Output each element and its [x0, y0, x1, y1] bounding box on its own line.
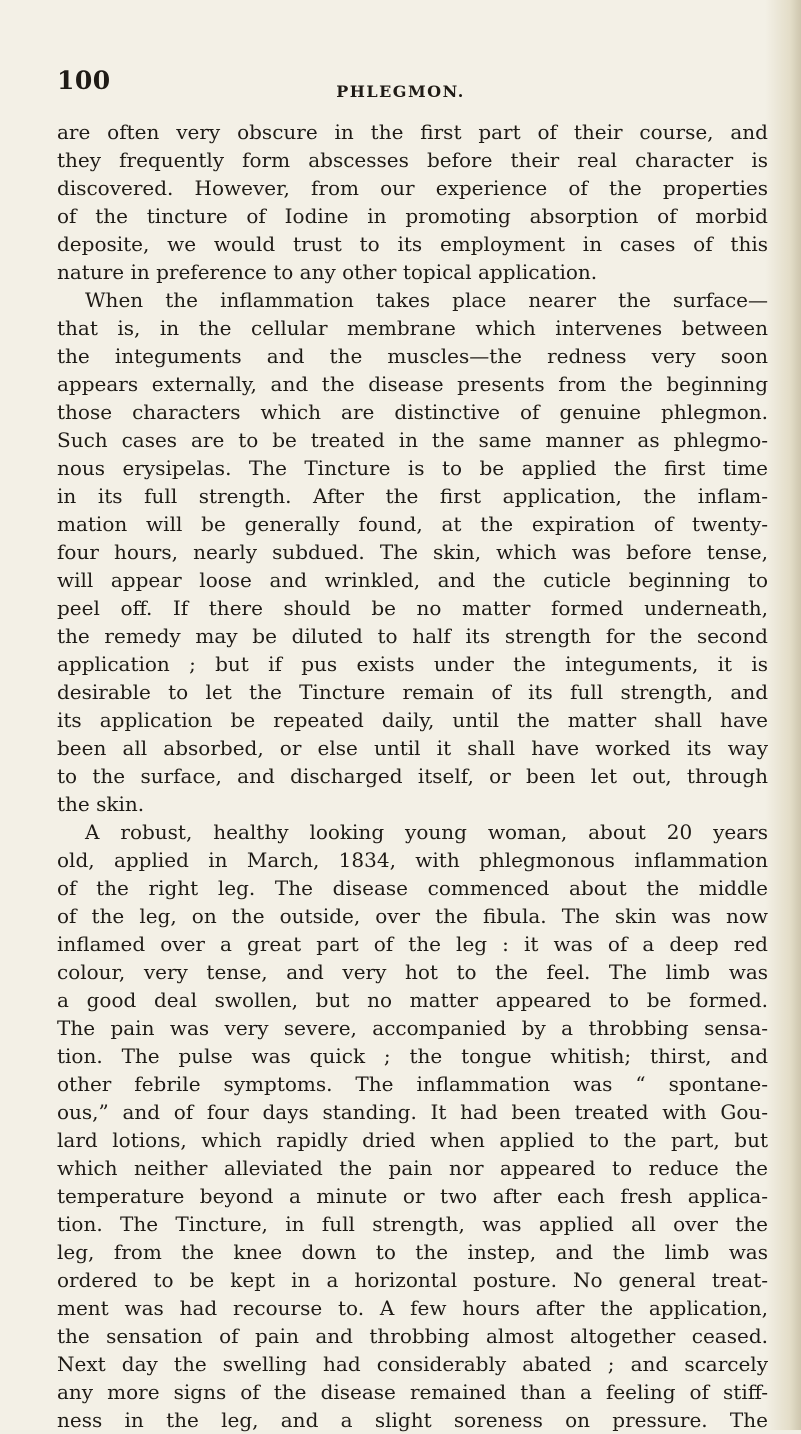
- text-line: been all absorbed, or else until it shall have worked its way: [57, 736, 768, 760]
- text-line: When the inflammation takes place nearer the surface—: [85, 288, 768, 312]
- text-line: tion. The pulse was quick ; the tongue whitish; thirst, and: [57, 1044, 768, 1068]
- text-line: old, applied in March, 1834, with phlegmonous inflammation: [57, 848, 768, 872]
- text-line: of the right leg. The disease commenced about the middle: [57, 876, 768, 900]
- text-line: the sensation of pain and throbbing almost altogether ceased.: [57, 1324, 768, 1348]
- text-line: deposite, we would trust to its employment in cases of this: [57, 232, 768, 256]
- text-line: its application be repeated daily, until the matter shall have: [57, 708, 768, 732]
- body-text: [57, 118, 768, 1434]
- text-line: those characters which are distinctive of genuine phlegmon.: [57, 400, 768, 424]
- text-line: in its full strength. After the first application, the inflam-: [57, 484, 768, 508]
- text-line: The pain was very severe, accompanied by a throbbing sensa-: [57, 1016, 768, 1040]
- text-line: of the leg, on the outside, over the fibula. The skin was now: [57, 904, 768, 928]
- text-line: peel off. If there should be no matter formed underneath,: [57, 596, 768, 620]
- text-line: nature in preference to any other topical application.: [57, 260, 598, 284]
- text-line: A robust, healthy looking young woman, about 20 years: [85, 820, 768, 844]
- text-line: application ; but if pus exists under the integuments, it is: [57, 652, 768, 676]
- text-line: temperature beyond a minute or two after each fresh applica-: [57, 1184, 768, 1208]
- running-title: PHLEGMON.: [336, 82, 465, 101]
- text-line: Next day the swelling had considerably abated ; and scarcely: [57, 1352, 768, 1376]
- text-line: the integuments and the muscles—the redness very soon: [57, 344, 768, 368]
- text-line: appears externally, and the disease presents from the beginning: [57, 372, 768, 396]
- text-line: leg, from the knee down to the instep, and the limb was: [57, 1240, 768, 1264]
- text-line: will appear loose and wrinkled, and the cuticle beginning to: [57, 568, 768, 592]
- text-line: desirable to let the Tincture remain of its full strength, and: [57, 680, 768, 704]
- text-line: mation will be generally found, at the expiration of twenty-: [57, 512, 768, 536]
- text-line: ment was had recourse to. A few hours after the application,: [57, 1296, 768, 1320]
- text-line: of the tincture of Iodine in promoting absorption of morbid: [57, 204, 768, 228]
- text-line: tion. The Tincture, in full strength, was applied all over the: [57, 1212, 768, 1236]
- text-line: to the surface, and discharged itself, or been let out, through: [57, 764, 768, 788]
- text-line: four hours, nearly subdued. The skin, which was before tense,: [57, 540, 768, 564]
- text-line: discovered. However, from our experience of the properties: [57, 176, 768, 200]
- text-line: lard lotions, which rapidly dried when applied to the part, but: [57, 1128, 768, 1152]
- text-line: that is, in the cellular membrane which intervenes between: [57, 316, 768, 340]
- text-line: Such cases are to be treated in the same manner as phlegmo-: [57, 428, 768, 452]
- text-line: any more signs of the disease remained than a feeling of stiff-: [57, 1380, 768, 1404]
- text-line: the skin.: [57, 792, 145, 816]
- text-line: which neither alleviated the pain nor appeared to reduce the: [57, 1156, 768, 1180]
- text-line: they frequently form abscesses before their real character is: [57, 148, 768, 172]
- text-line: nous erysipelas. The Tincture is to be applied the first time: [57, 456, 768, 480]
- text-line: inflamed over a great part of the leg : it was of a deep red: [57, 932, 768, 956]
- page-number: 100: [57, 66, 111, 95]
- text-line: other febrile symptoms. The inflammation was “ spontane-: [57, 1072, 768, 1096]
- text-line: ness in the leg, and a slight soreness on pressure. The: [57, 1408, 768, 1432]
- text-line: ordered to be kept in a horizontal posture. No general treat-: [57, 1268, 768, 1292]
- text-line: are often very obscure in the first part of their course, and: [57, 120, 768, 144]
- text-line: the remedy may be diluted to half its strength for the second: [57, 624, 768, 648]
- text-line: colour, very tense, and very hot to the feel. The limb was: [57, 960, 768, 984]
- text-line: a good deal swollen, but no matter appeared to be formed.: [57, 988, 768, 1012]
- text-line: ous,” and of four days standing. It had been treated with Gou-: [57, 1100, 768, 1124]
